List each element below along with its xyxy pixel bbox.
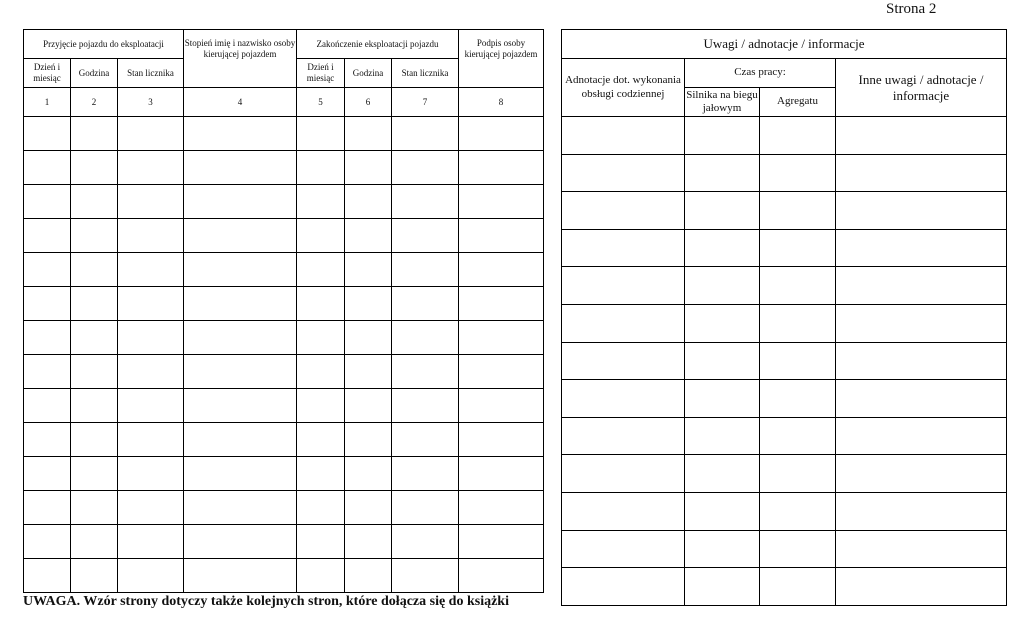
empty-cell (836, 530, 1007, 568)
header-driver-name: Stopień imię i nazwisko osoby kierującej pojazdem (184, 30, 297, 88)
empty-cell (760, 154, 836, 192)
empty-cell (459, 559, 544, 593)
empty-cell (118, 219, 184, 253)
empty-cell (760, 417, 836, 455)
column-number: 7 (392, 88, 459, 117)
empty-cell (836, 229, 1007, 267)
empty-cell (118, 457, 184, 491)
empty-cell (836, 117, 1007, 155)
empty-cell (184, 117, 297, 151)
table-row (24, 117, 544, 151)
empty-cell (836, 380, 1007, 418)
empty-cell (392, 151, 459, 185)
empty-cell (836, 455, 1007, 493)
empty-cell (71, 491, 118, 525)
empty-cell (71, 457, 118, 491)
empty-cell (562, 455, 685, 493)
empty-cell (562, 267, 685, 305)
vehicle-usage-table (23, 29, 544, 593)
empty-cell (71, 117, 118, 151)
empty-cell (24, 355, 71, 389)
empty-cell (71, 219, 118, 253)
empty-cell (760, 117, 836, 155)
header-start-date: Dzień i miesiąc (24, 59, 71, 88)
empty-cell (297, 525, 345, 559)
table-row (562, 192, 1007, 230)
header-vehicle-start: Przyjęcie pojazdu do eksploatacji (24, 30, 184, 59)
empty-cell (459, 151, 544, 185)
table-row (24, 457, 544, 491)
header-vehicle-end: Zakończenie eksploatacji pojazdu (297, 30, 459, 59)
empty-cell (297, 151, 345, 185)
empty-cell (685, 568, 760, 606)
empty-cell (392, 423, 459, 457)
empty-cell (345, 457, 392, 491)
empty-cell (685, 117, 760, 155)
column-number: 5 (297, 88, 345, 117)
empty-cell (685, 154, 760, 192)
empty-cell (836, 493, 1007, 531)
column-number: 6 (345, 88, 392, 117)
empty-cell (562, 380, 685, 418)
empty-cell (562, 568, 685, 606)
table-row (562, 342, 1007, 380)
empty-cell (71, 185, 118, 219)
empty-cell (184, 491, 297, 525)
remarks-title: Uwagi / adnotacje / informacje (562, 30, 1007, 59)
left-table-body (24, 117, 544, 593)
empty-cell (685, 229, 760, 267)
empty-cell (392, 457, 459, 491)
empty-cell (836, 568, 1007, 606)
empty-cell (118, 355, 184, 389)
empty-cell (685, 530, 760, 568)
empty-cell (24, 525, 71, 559)
header-driver-signature: Podpis osoby kierującej pojazdem (459, 30, 544, 88)
empty-cell (459, 423, 544, 457)
empty-cell (836, 154, 1007, 192)
header-other-notes: Inne uwagi / adnotacje / informacje (836, 59, 1007, 117)
empty-cell (392, 321, 459, 355)
page-number: Strona 2 (886, 1, 937, 17)
empty-cell (297, 321, 345, 355)
table-row (562, 417, 1007, 455)
empty-cell (71, 525, 118, 559)
empty-cell (685, 267, 760, 305)
empty-cell (118, 287, 184, 321)
table-row (24, 525, 544, 559)
empty-cell (71, 389, 118, 423)
empty-cell (118, 321, 184, 355)
empty-cell (345, 389, 392, 423)
empty-cell (459, 389, 544, 423)
empty-cell (71, 253, 118, 287)
column-number: 8 (459, 88, 544, 117)
table-row (562, 154, 1007, 192)
table-row (24, 253, 544, 287)
empty-cell (24, 389, 71, 423)
empty-cell (345, 321, 392, 355)
table-row (562, 229, 1007, 267)
table-row (24, 389, 544, 423)
empty-cell (24, 117, 71, 151)
empty-cell (71, 287, 118, 321)
table-row (24, 321, 544, 355)
empty-cell (345, 491, 392, 525)
empty-cell (71, 423, 118, 457)
table-row (24, 219, 544, 253)
footer-note: UWAGA. Wzór strony dotyczy także kolejnych stron, które dołącza się do książki (23, 594, 509, 609)
empty-cell (459, 185, 544, 219)
empty-cell (184, 287, 297, 321)
empty-cell (24, 287, 71, 321)
empty-cell (118, 559, 184, 593)
column-number: 4 (184, 88, 297, 117)
empty-cell (562, 154, 685, 192)
empty-cell (562, 417, 685, 455)
empty-cell (297, 117, 345, 151)
empty-cell (118, 423, 184, 457)
empty-cell (297, 355, 345, 389)
empty-cell (184, 457, 297, 491)
right-table-body (562, 117, 1007, 606)
empty-cell (297, 559, 345, 593)
column-number: 3 (118, 88, 184, 117)
table-row (562, 305, 1007, 343)
empty-cell (760, 530, 836, 568)
empty-cell (118, 491, 184, 525)
header-end-meter: Stan licznika (392, 59, 459, 88)
empty-cell (297, 185, 345, 219)
empty-cell (760, 267, 836, 305)
empty-cell (184, 321, 297, 355)
empty-cell (392, 219, 459, 253)
empty-cell (24, 219, 71, 253)
empty-cell (184, 525, 297, 559)
empty-cell (184, 559, 297, 593)
empty-cell (760, 192, 836, 230)
column-number: 2 (71, 88, 118, 117)
empty-cell (459, 219, 544, 253)
empty-cell (685, 493, 760, 531)
empty-cell (345, 525, 392, 559)
empty-cell (24, 321, 71, 355)
header-start-meter: Stan licznika (118, 59, 184, 88)
table-row (24, 287, 544, 321)
empty-cell (184, 355, 297, 389)
empty-cell (71, 355, 118, 389)
empty-cell (24, 457, 71, 491)
empty-cell (685, 192, 760, 230)
empty-cell (562, 192, 685, 230)
empty-cell (184, 219, 297, 253)
empty-cell (345, 253, 392, 287)
empty-cell (297, 491, 345, 525)
empty-cell (24, 151, 71, 185)
empty-cell (345, 185, 392, 219)
empty-cell (118, 117, 184, 151)
empty-cell (392, 287, 459, 321)
empty-cell (297, 389, 345, 423)
empty-cell (562, 493, 685, 531)
table-row (562, 455, 1007, 493)
empty-cell (836, 417, 1007, 455)
empty-cell (184, 185, 297, 219)
empty-cell (71, 151, 118, 185)
empty-cell (392, 117, 459, 151)
header-work-time: Czas pracy: (685, 59, 836, 88)
table-row (562, 117, 1007, 155)
empty-cell (392, 491, 459, 525)
empty-cell (297, 253, 345, 287)
empty-cell (24, 253, 71, 287)
empty-cell (685, 380, 760, 418)
empty-cell (345, 559, 392, 593)
empty-cell (562, 305, 685, 343)
empty-cell (345, 355, 392, 389)
empty-cell (562, 530, 685, 568)
table-row (24, 559, 544, 593)
empty-cell (297, 423, 345, 457)
empty-cell (760, 380, 836, 418)
table-row (24, 185, 544, 219)
header-start-time: Godzina (71, 59, 118, 88)
empty-cell (459, 321, 544, 355)
table-row (24, 355, 544, 389)
empty-cell (345, 219, 392, 253)
table-row (562, 267, 1007, 305)
empty-cell (836, 192, 1007, 230)
empty-cell (760, 229, 836, 267)
empty-cell (459, 525, 544, 559)
empty-cell (392, 355, 459, 389)
empty-cell (836, 267, 1007, 305)
empty-cell (562, 229, 685, 267)
header-generator: Agregatu (760, 88, 836, 117)
empty-cell (459, 355, 544, 389)
empty-cell (836, 305, 1007, 343)
table-row (24, 423, 544, 457)
header-end-date: Dzień i miesiąc (297, 59, 345, 88)
empty-cell (760, 305, 836, 343)
empty-cell (685, 342, 760, 380)
empty-cell (345, 151, 392, 185)
header-engine-idle: Silnika na biegu jałowym (685, 88, 760, 117)
empty-cell (24, 423, 71, 457)
table-row (562, 568, 1007, 606)
empty-cell (392, 185, 459, 219)
empty-cell (297, 219, 345, 253)
empty-cell (685, 455, 760, 493)
empty-cell (184, 151, 297, 185)
empty-cell (345, 287, 392, 321)
empty-cell (392, 389, 459, 423)
empty-cell (760, 568, 836, 606)
empty-cell (760, 455, 836, 493)
table-row (562, 493, 1007, 531)
empty-cell (459, 457, 544, 491)
empty-cell (760, 493, 836, 531)
empty-cell (24, 559, 71, 593)
empty-cell (760, 342, 836, 380)
empty-cell (345, 117, 392, 151)
table-row (24, 491, 544, 525)
empty-cell (836, 342, 1007, 380)
empty-cell (459, 491, 544, 525)
empty-cell (392, 525, 459, 559)
empty-cell (459, 287, 544, 321)
column-number: 1 (24, 88, 71, 117)
empty-cell (392, 559, 459, 593)
empty-cell (118, 151, 184, 185)
empty-cell (392, 253, 459, 287)
header-service-notes: Adnotacje dot. wykonania obsługi codziennej (562, 59, 685, 117)
empty-cell (24, 491, 71, 525)
empty-cell (71, 321, 118, 355)
empty-cell (685, 417, 760, 455)
empty-cell (459, 253, 544, 287)
header-end-time: Godzina (345, 59, 392, 88)
empty-cell (118, 389, 184, 423)
table-row (24, 151, 544, 185)
empty-cell (345, 423, 392, 457)
empty-cell (118, 185, 184, 219)
empty-cell (297, 287, 345, 321)
remarks-table (561, 29, 1007, 606)
empty-cell (685, 305, 760, 343)
empty-cell (459, 117, 544, 151)
empty-cell (562, 117, 685, 155)
empty-cell (184, 423, 297, 457)
empty-cell (71, 559, 118, 593)
empty-cell (118, 525, 184, 559)
table-row (562, 530, 1007, 568)
empty-cell (184, 389, 297, 423)
empty-cell (118, 253, 184, 287)
empty-cell (184, 253, 297, 287)
table-row (562, 380, 1007, 418)
empty-cell (562, 342, 685, 380)
empty-cell (297, 457, 345, 491)
empty-cell (24, 185, 71, 219)
